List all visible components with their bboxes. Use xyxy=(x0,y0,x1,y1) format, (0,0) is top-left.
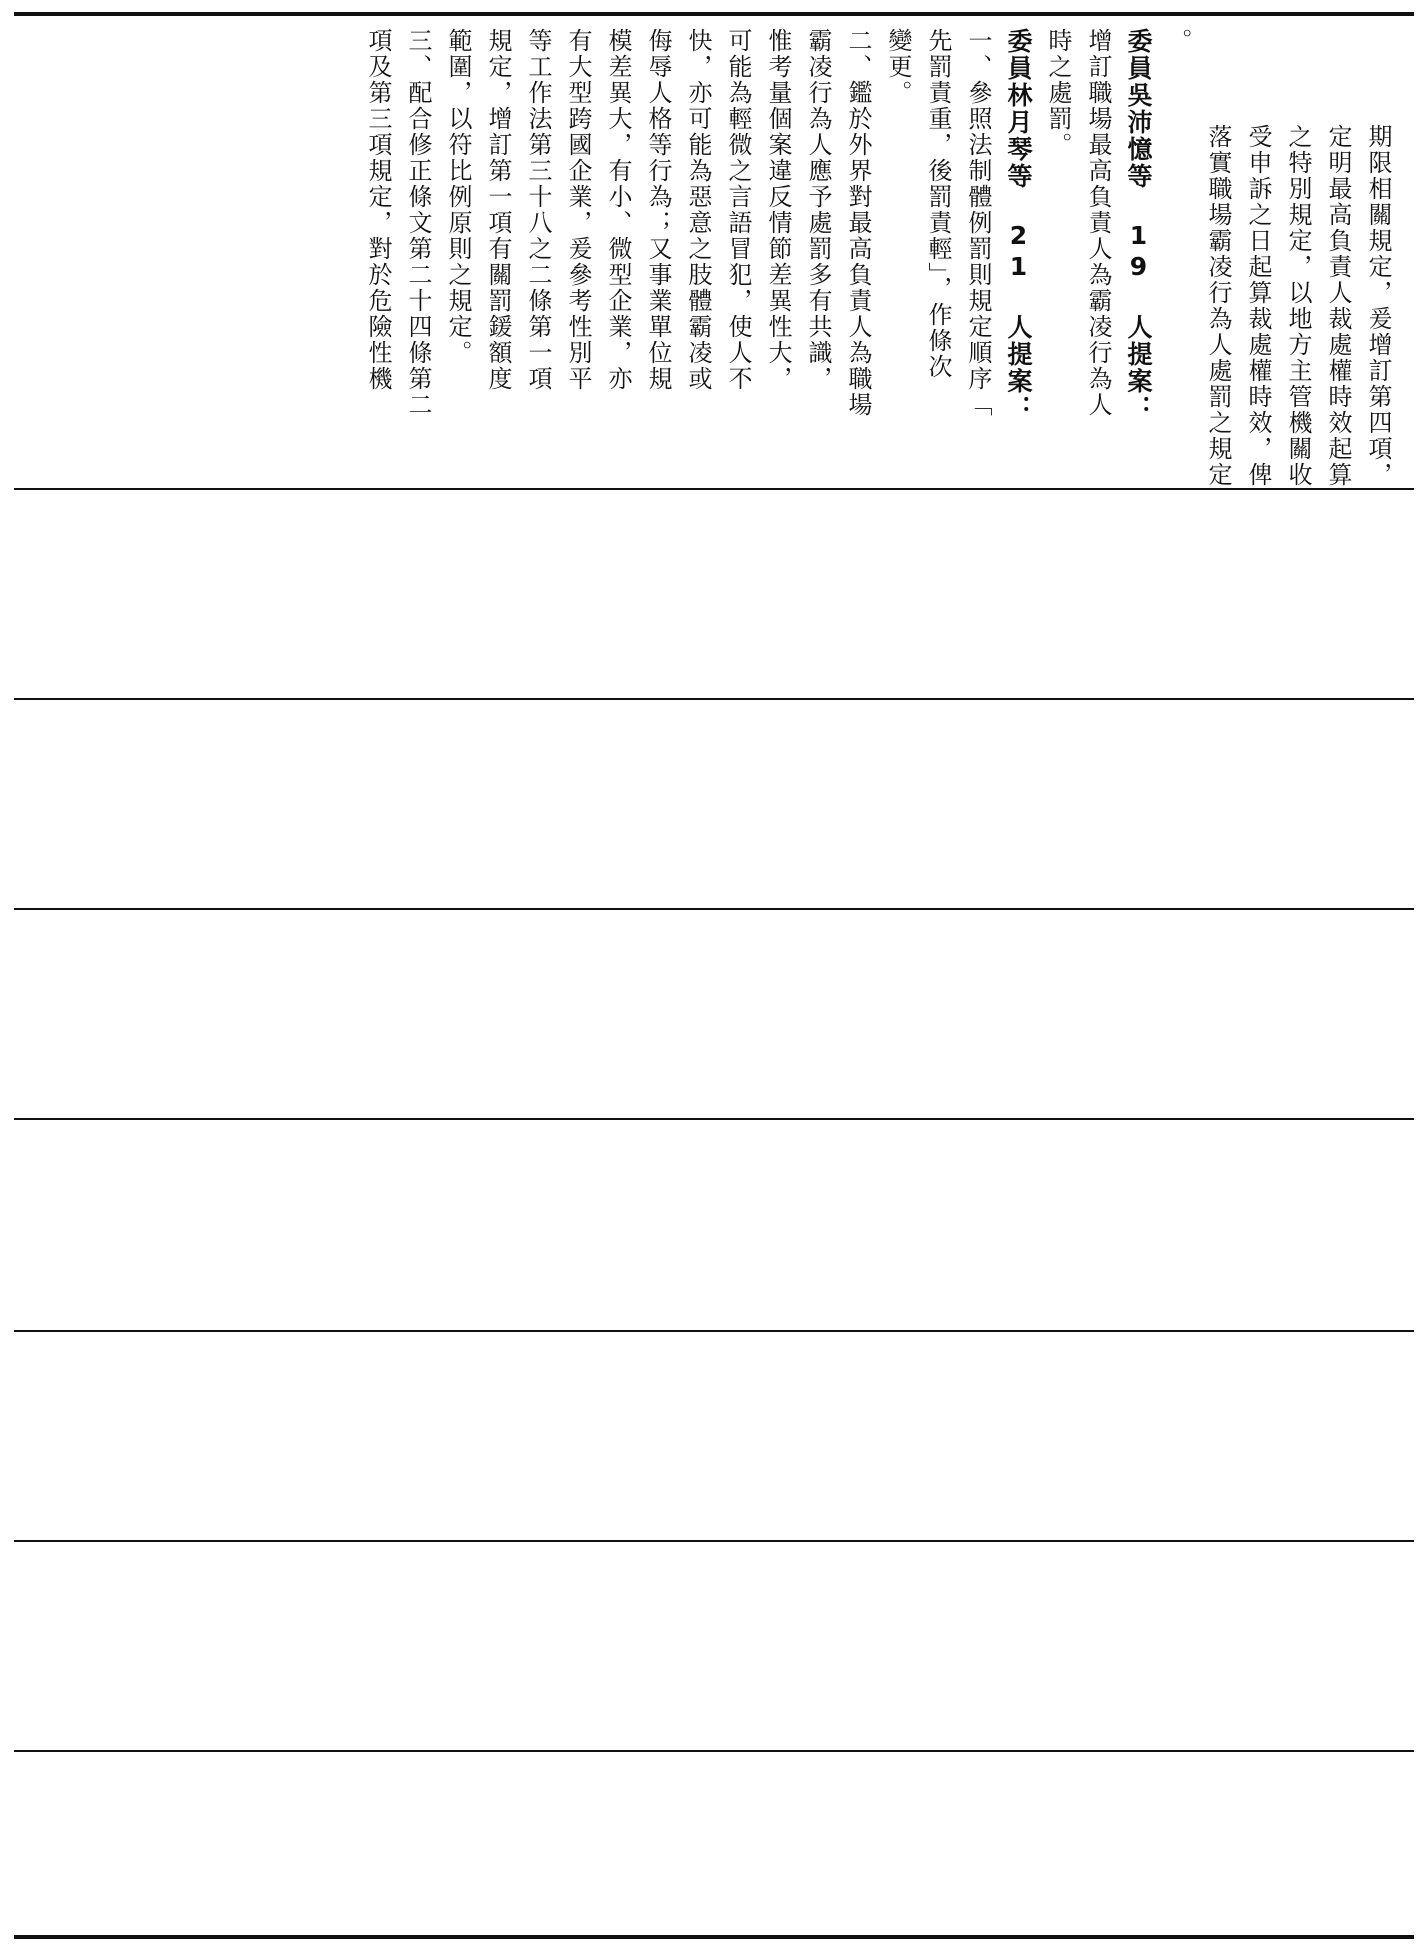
text-line: 落實職場霸凌行為人處罰之規定 xyxy=(1204,124,1232,488)
text-line: 模差異大，有小、微型企業，亦 xyxy=(604,28,632,392)
empty-row xyxy=(14,1332,1414,1540)
text-line: 二、鑑於外界對最高負責人為職場 xyxy=(844,28,872,418)
text-line: 增訂職場最高負責人為霸凌行為人 xyxy=(1084,28,1112,418)
text-line: 霸凌行為人應予處罰多有共識， xyxy=(804,28,832,392)
empty-row xyxy=(14,1752,1414,1960)
text-line: 等工作法第三十八之二條第一項 xyxy=(524,28,552,392)
text-line: 變更。 xyxy=(884,28,912,106)
text-line: 快，亦可能為惡意之肢體霸凌或 xyxy=(684,28,712,392)
text-line: 規定，增訂第一項有關罰鍰額度 xyxy=(484,28,512,392)
text-line: 可能為輕微之言語冒犯，使人不 xyxy=(724,28,752,392)
text-line: 期限相關規定，爰增訂第四項， xyxy=(1364,124,1392,488)
text-line: 。 xyxy=(1164,28,1192,54)
empty-row xyxy=(14,1542,1414,1750)
vertical-text-block xyxy=(358,20,1414,488)
text-line: 之特別規定，以地方主管機關收 xyxy=(1284,124,1312,488)
text-line: 三、配合修正條文第二十四條第二 xyxy=(404,28,432,418)
top-border xyxy=(14,12,1414,16)
text-line: 範圍，以符比例原則之規定。 xyxy=(444,28,472,366)
proposal-heading: 委員林月琴等 21 人提案： xyxy=(1004,28,1033,422)
text-line: 受申訴之日起算裁處權時效，俾 xyxy=(1244,124,1272,488)
text-line: 侮辱人格等行為；又事業單位規 xyxy=(644,28,672,392)
empty-row xyxy=(14,1120,1414,1330)
empty-row xyxy=(14,910,1414,1118)
empty-row xyxy=(14,490,1414,698)
proposal-heading: 委員吳沛憶等 19 人提案： xyxy=(1124,28,1153,422)
text-line: 惟考量個案違反情節差異性大， xyxy=(764,28,792,392)
text-line: 有大型跨國企業，爰參考性別平 xyxy=(564,28,592,392)
text-line: 定明最高負責人裁處權時效起算 xyxy=(1324,124,1352,488)
bottom-border xyxy=(14,1935,1414,1939)
text-line: 項及第三項規定，對於危險性機 xyxy=(364,28,392,392)
empty-row xyxy=(14,700,1414,908)
text-line: 一、參照法制體例罰則規定順序「 xyxy=(964,28,992,418)
explanation-cell xyxy=(14,20,1414,488)
text-line: 先罰責重，後罰責輕」，作條次 xyxy=(924,28,952,380)
text-line: 時之處罰。 xyxy=(1044,28,1072,158)
